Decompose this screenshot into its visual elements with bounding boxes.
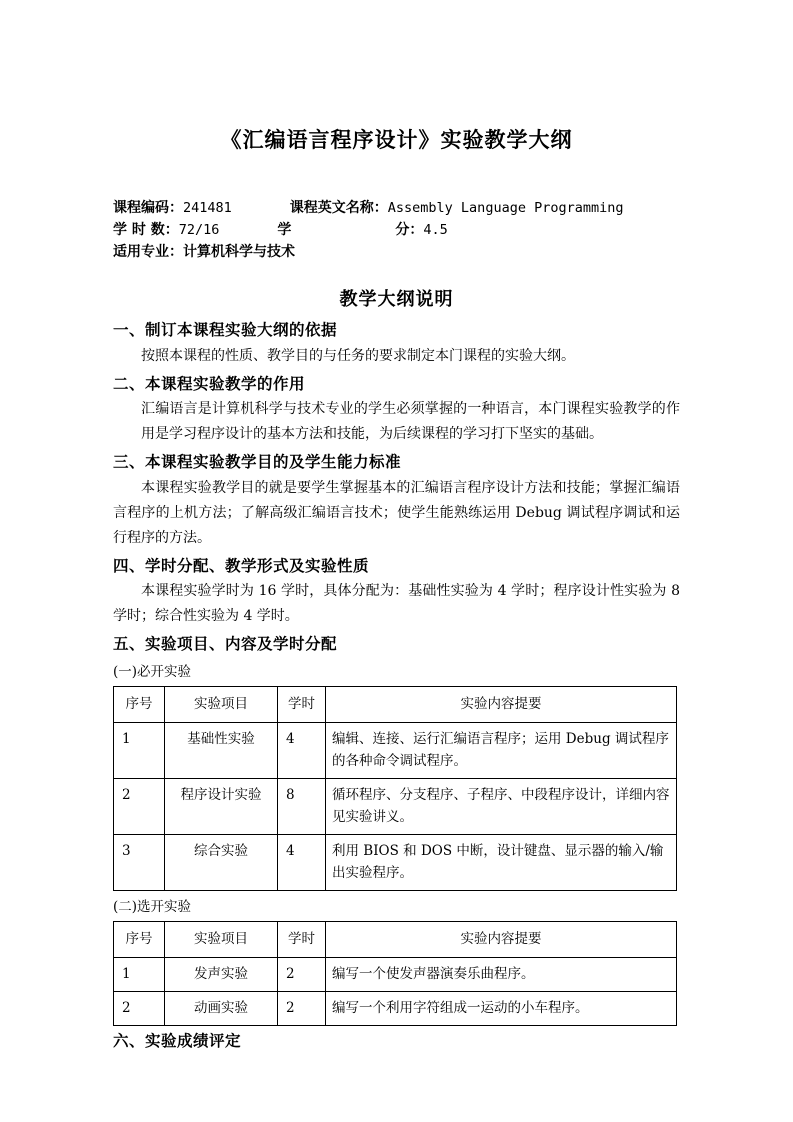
heading-section-2: 二、本课程实验教学的作用 (113, 374, 306, 393)
cell-item: 基础性实验 (165, 722, 278, 778)
heading-section-3: 三、本课程实验教学目的及学生能力标准 (113, 453, 402, 472)
class-hours-value: 72/16 (178, 222, 220, 239)
paragraph-section-1: 按照本课程的性质、教学目的与任务的要求制定本门课程的实验大纲。 (141, 347, 575, 364)
credit-value: 4.5 (423, 222, 448, 239)
outline-section-title: 教学大纲说明 (339, 289, 454, 311)
cell-no: 1 (114, 957, 165, 991)
cell-desc: 编写一个利用字符组成一运动的小车程序。 (326, 991, 677, 1025)
cell-no: 2 (114, 778, 165, 834)
column-header-hours: 学时 (278, 686, 326, 722)
table-required-caption: (一)必开实验 (113, 663, 192, 680)
course-code-value: 241481 (183, 200, 232, 217)
cell-item: 程序设计实验 (165, 778, 278, 834)
cell-hours: 2 (278, 957, 326, 991)
table-row (114, 834, 677, 890)
table-optional-experiments (113, 921, 677, 1026)
paragraph-section-3: 本课程实验教学目的就是要学生掌握基本的汇编语言程序设计方法和技能；掌握汇编语言程序的上机方法；了解高级汇编语言技术；使学生能熟练运用 Debug 调试程序调试和运行程序的方法。 (113, 479, 680, 546)
credit-label-prefix: 学 (277, 222, 292, 239)
meta-row-major (113, 241, 680, 263)
cell-desc: 利用 BIOS 和 DOS 中断，设计键盘、显示器的输入/输出实验程序。 (326, 834, 677, 890)
heading-section-6: 六、实验成绩评定 (113, 1031, 242, 1050)
table-header-row (114, 686, 677, 722)
column-header-desc: 实验内容提要 (326, 686, 677, 722)
table-row (114, 957, 677, 991)
table-row (114, 991, 677, 1025)
course-meta-block (113, 197, 680, 263)
table-header-row (114, 921, 677, 957)
table-required-experiments (113, 686, 677, 891)
cell-item: 综合实验 (165, 834, 278, 890)
major-label: 适用专业： (113, 244, 183, 261)
cell-item: 动画实验 (165, 991, 278, 1025)
cell-desc: 循环程序、分支程序、子程序、中段程序设计，详细内容见实验讲义。 (326, 778, 677, 834)
cell-desc: 编辑、连接、运行汇编语言程序；运用 Debug 调试程序的各种命令调试程序。 (326, 722, 677, 778)
course-english-name-label: 课程英文名称： (289, 200, 388, 217)
meta-row-hours (113, 219, 680, 241)
cell-no: 3 (114, 834, 165, 890)
course-english-name-value: Assembly Language Programming (387, 200, 624, 217)
table-row (114, 722, 677, 778)
cell-desc: 编写一个使发声器演奏乐曲程序。 (326, 957, 677, 991)
heading-section-5: 五、实验项目、内容及学时分配 (113, 635, 338, 654)
heading-section-4: 四、学时分配、教学形式及实验性质 (113, 556, 370, 575)
cell-item: 发声实验 (165, 957, 278, 991)
column-header-item: 实验项目 (165, 686, 278, 722)
course-code-label: 课程编码： (113, 200, 183, 217)
cell-hours: 4 (278, 834, 326, 890)
table-row (114, 778, 677, 834)
cell-no: 1 (114, 722, 165, 778)
credit-label: 分： (395, 222, 424, 239)
cell-hours: 8 (278, 778, 326, 834)
heading-section-1: 一、制订本课程实验大纲的依据 (113, 321, 338, 340)
column-header-desc: 实验内容提要 (326, 921, 677, 957)
table-optional-caption: (二)选开实验 (113, 898, 192, 915)
column-header-no: 序号 (114, 686, 165, 722)
page-title: 《汇编语言程序设计》实验教学大纲 (220, 127, 573, 152)
cell-hours: 2 (278, 991, 326, 1025)
cell-no: 2 (114, 991, 165, 1025)
column-header-hours: 学时 (278, 921, 326, 957)
paragraph-section-2: 汇编语言是计算机科学与技术专业的学生必须掌握的一种语言，本门课程实验教学的作用是学习程序设计的基本方法和技能，为后续课程的学习打下坚实的基础。 (141, 401, 680, 443)
major-value: 计算机科学与技术 (183, 244, 295, 261)
class-hours-label: 学 时 数： (113, 222, 179, 239)
paragraph-section-4: 本课程实验学时为 16 学时，具体分配为：基础性实验为 4 学时；程序设计性实验为 8 学时；综合性实验为 4 学时。 (113, 583, 680, 625)
meta-row-code (113, 197, 680, 219)
column-header-item: 实验项目 (165, 921, 278, 957)
cell-hours: 4 (278, 722, 326, 778)
column-header-no: 序号 (114, 921, 165, 957)
